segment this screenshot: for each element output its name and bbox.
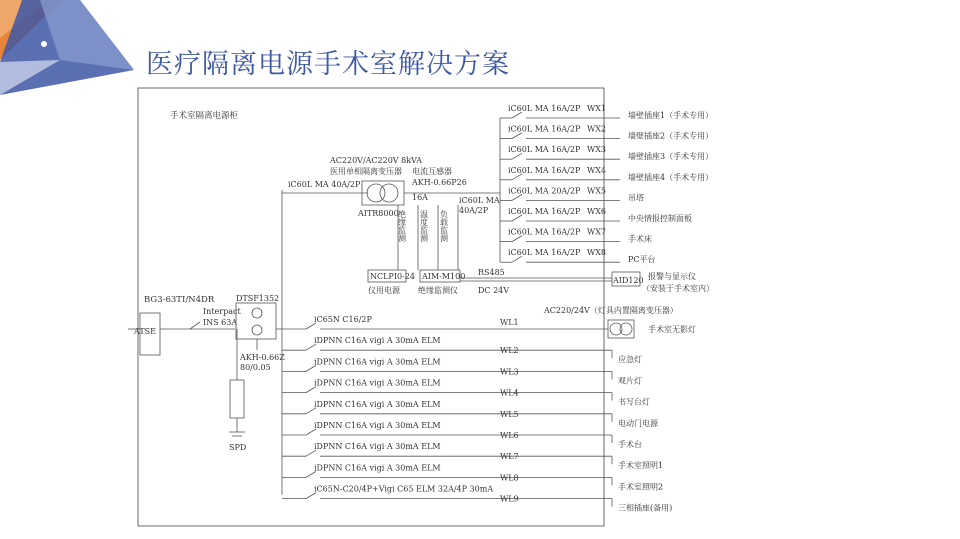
wx-circuit [500,228,652,244]
alarm-label-1: 报警与显示仪 [648,272,696,281]
wx-circuit [500,207,692,223]
wx-circuit [500,248,656,264]
wx-id-label: WX1 [587,104,607,113]
atse-box-label: ATSE [134,327,156,336]
wl-load-label: 电动门电源 [618,418,658,428]
wl-breaker-label: iC65N-C20/4P+Vigi C65 ELM 32A/4P 30mA [314,484,494,494]
wx-id-label: WX3 [587,145,607,155]
wx-breaker-label: iC60L MA 20A/2P [508,186,581,196]
wl-breaker-label: iDPNN C16A vigi A 30mA ELM [314,399,441,409]
ct-rating-label: 16A [412,193,428,202]
ct-label-2: AKH-0.66P26 [412,178,467,187]
wx-id-label: WX6 [587,207,607,216]
wx-id-label: WX5 [587,186,607,196]
wx-id-label: WX7 [587,227,607,237]
wl-id-label: WL4 [500,388,519,398]
inst-power-label: 仪用电源 [368,286,400,295]
wl-id-label: WL7 [500,452,519,462]
wx-breaker-label: iC60L MA 16A/2P [508,165,581,175]
wx-id-label: WX2 [587,124,607,134]
mon-temp-label: 温度监测 [419,210,429,242]
mon-load-label: 负载监测 [439,210,449,242]
iso-breaker-label: iC60L MA 40A/2P [288,180,361,189]
wx-load-label: 墙壁插座3（手术专用） [628,152,714,162]
ins-label: INS 63A [203,318,238,327]
wl-id-label: WL2 [500,346,519,356]
transformer-label-1: AC220V/AC220V 8kVA [330,156,423,165]
wl-load-label: 书写台灯 [618,397,650,407]
wx-id-label: WX4 [587,165,607,175]
insulation-meter-label: 绝缘监测仪 [418,286,458,295]
spd-box [230,380,244,418]
wx-breaker-label: iC60L MA 16A/2P [508,207,581,216]
transformer-coil-2 [380,184,398,202]
iso-out-breaker-label-1: iC60L MA [459,196,500,205]
wx-load-label: 手术床 [628,234,652,244]
wx-circuit [500,125,713,141]
ats-label: BG3-63TI/N4DR [144,295,215,305]
alarm-label-2: （安装于手术室内） [642,284,714,293]
ct-label-1: 电流互感器 [412,167,452,176]
wl-id-label: WL1 [500,318,519,327]
lamp-transformer-box [608,320,634,338]
wx-load-label: 墙壁插座2（手术专用） [628,131,714,141]
transformer-label-2: 医用单相隔离变压器 [330,167,402,176]
wl-load-label: 手术台 [618,440,642,449]
wl-breaker-label: iDPNN C16A vigi A 30mA ELM [314,442,441,452]
wl-load-label: 应急灯 [618,355,642,365]
akh-label-1: AKH-0.66Z [240,353,285,362]
shadowless-load-label: 手术室无影灯 [648,325,696,334]
wl-breaker-label: iDPNN C16A vigi A 30mA ELM [314,463,441,473]
rs485-label: RS485 [478,268,505,277]
wl-id-label: WL6 [500,431,519,440]
aid-label: AID120 [613,276,644,285]
aitr-label: AITR8000 [358,209,399,218]
wl-load-label: 手术室照明2 [618,482,664,492]
wx-id-label: WX8 [587,248,607,258]
iso-out-breaker-label-2: 40A/2P [459,206,489,215]
wx-load-label: 中央情报控制面板 [628,214,692,223]
wl-id-label: WL3 [500,367,519,377]
wl-breaker-label: iDPNN C16A vigi A 30mA ELM [314,357,441,367]
ins-switch [190,322,200,329]
ncl-label: NCLPI0-24 [370,272,415,281]
ct-symbol-2 [252,325,262,335]
wl-load-label: 手术室照明1 [618,461,664,471]
wx-circuit [500,186,644,202]
wx-load-label: 墙壁插座1（手术专用） [628,111,714,120]
ct-symbol-1 [252,308,262,318]
wl-load-label: 观片灯 [618,376,642,386]
shadowless-transformer-label: AC220/24V（灯具内置隔离变压器） [544,306,678,315]
wx-circuit [500,145,713,161]
mon-insulation-label: 绝缘监测 [397,210,407,242]
interpact-label: Interpact [203,307,241,316]
aim-label: AIM-M100 [422,272,466,281]
wx-circuit-group [500,104,713,264]
wx-circuit [500,104,713,120]
wx-breaker-label: iC60L MA 16A/2P [508,248,581,258]
wl-circuit [282,485,672,513]
cabinet-label: 手术室隔离电源柜 [170,111,239,121]
wl-id-label: WL9 [500,494,519,504]
wx-load-label: 吊塔 [628,193,644,203]
spd-label: SPD [229,443,247,452]
wx-breaker-label: iC60L MA 16A/2P [508,227,581,237]
wl-id-label: WL8 [500,473,519,483]
wx-circuit [500,166,713,182]
wl-breaker-label: iDPNN C16A vigi A 30mA ELM [314,421,441,430]
wx-breaker-label: iC60L MA 16A/2P [508,104,581,113]
wx-breaker-label: iC60L MA 16A/2P [508,145,581,155]
wl-circuit [282,315,608,329]
wl-load-label: 三相插座(备用) [618,503,673,513]
wl-breaker-label: iDPNN C16A vigi A 30mA ELM [314,336,441,346]
wl-breaker-label: iC65N C16/2P [314,315,372,324]
page-title: 医疗隔离电源手术室解决方案 [146,49,510,80]
wl-circuit-group [282,315,672,513]
dtsf-label: DTSF1352 [236,294,280,303]
wx-load-label: 墙壁插座4（手术专用） [628,172,714,182]
akh-label-2: 80/0.05 [240,363,271,372]
dc24-label: DC 24V [478,286,510,295]
wx-load-label: PC平台 [628,255,656,265]
wx-breaker-label: iC60L MA 16A/2P [508,124,581,134]
wl-id-label: WL5 [500,409,519,419]
wl-breaker-label: iDPNN C16A vigi A 30mA ELM [314,378,441,388]
